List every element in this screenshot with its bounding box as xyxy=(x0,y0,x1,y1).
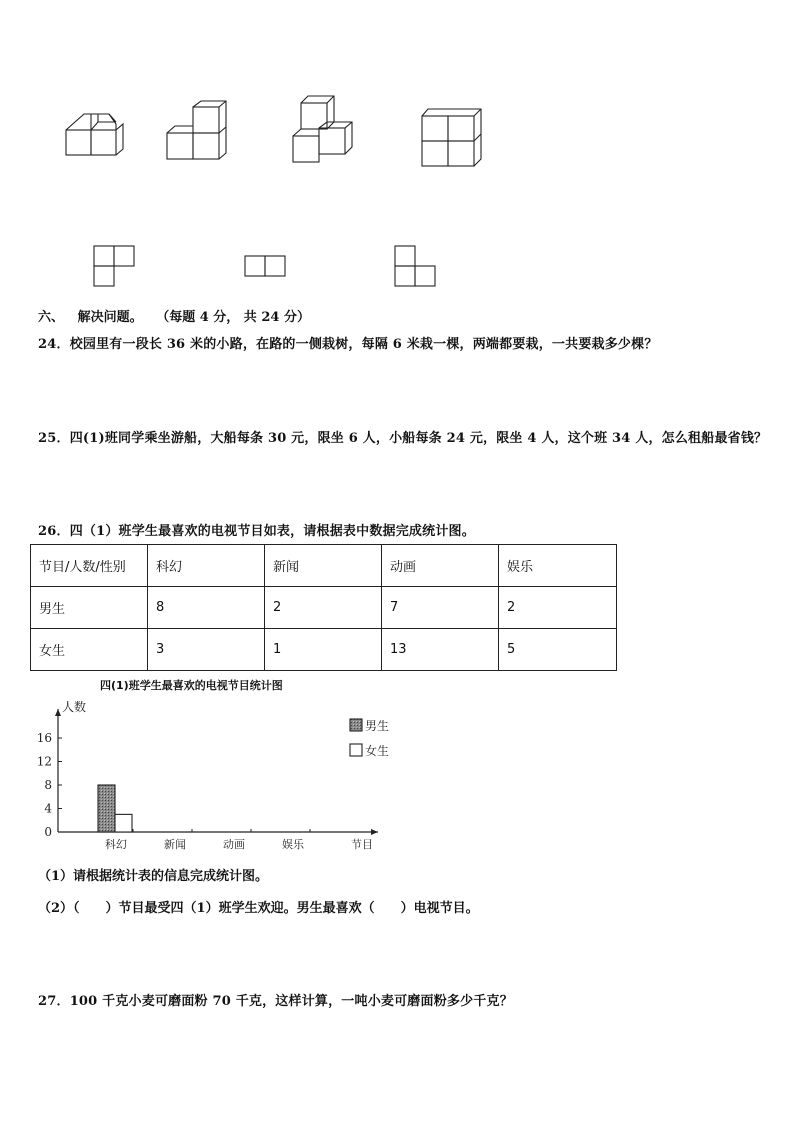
y-axis-arrow xyxy=(55,709,61,716)
x-tick-label: 娱乐 xyxy=(282,838,304,851)
y-tick-label: 12 xyxy=(36,754,52,769)
bar-女生 xyxy=(115,814,132,832)
table-header-cell: 动画 xyxy=(382,545,499,587)
table-cell: 8 xyxy=(148,587,265,629)
table-header-row xyxy=(31,545,617,587)
table-cell: 2 xyxy=(499,587,617,629)
table-cell: 5 xyxy=(499,629,617,671)
view-figure-2 xyxy=(245,256,285,276)
table-cell: 1 xyxy=(265,629,382,671)
question-26-sub-1: （1）请根据统计表的信息完成统计图。 xyxy=(38,869,269,884)
cube-figures xyxy=(0,80,520,180)
table-cell: 女生 xyxy=(31,629,148,671)
bar-chart xyxy=(30,695,410,855)
table-header-cell: 娱乐 xyxy=(499,545,617,587)
y-axis-label: 人数 xyxy=(62,700,87,714)
y-tick-label: 4 xyxy=(44,801,52,816)
x-tick-label: 新闻 xyxy=(164,838,186,851)
y-tick-label: 8 xyxy=(44,778,52,792)
legend-swatch xyxy=(350,719,362,731)
y-tick-label: 0 xyxy=(44,825,52,839)
view-figure-3 xyxy=(395,246,435,286)
table-cell: 男生 xyxy=(31,587,148,629)
section-label: 六、 xyxy=(38,310,65,325)
cube-figure-2 xyxy=(167,101,226,159)
sub2-part-a: （2）（ xyxy=(38,901,80,916)
legend-label: 女生 xyxy=(365,744,390,758)
cube-figure-3 xyxy=(293,96,352,162)
table-row xyxy=(31,587,617,629)
y-tick-label: 16 xyxy=(36,731,52,745)
tv-program-table xyxy=(30,544,617,671)
table-row xyxy=(31,629,617,671)
section-title: 解决问题。 xyxy=(77,310,143,325)
section-heading xyxy=(38,306,310,325)
table-header-cell: 新闻 xyxy=(265,545,382,587)
view-figures xyxy=(80,240,460,292)
x-axis-arrow xyxy=(371,829,378,835)
legend-swatch xyxy=(350,744,362,756)
question-26: 26．四（1）班学生最喜欢的电视节目如表，请根据表中数据完成统计图。 xyxy=(38,524,475,539)
x-axis-label: 节目 xyxy=(351,838,373,851)
question-25: 25．四(1)班同学乘坐游船，大船每条 30 元，限坐 6 人，小船每条 24 元，限坐 4 人，这个班 34 人，怎么租船最省钱？ xyxy=(38,431,768,446)
sub2-part-b: ）节目最受四（1）班学生欢迎。男生最喜欢（ xyxy=(105,901,375,916)
x-tick-label: 动画 xyxy=(223,838,245,851)
table-cell: 13 xyxy=(382,629,499,671)
cube-figure-4 xyxy=(422,109,481,166)
view-figure-1 xyxy=(94,246,134,286)
table-header-cell: 科幻 xyxy=(148,545,265,587)
table-cell: 7 xyxy=(382,587,499,629)
bar-男生 xyxy=(98,785,115,832)
chart-title: 四(1)班学生最喜欢的电视节目统计图 xyxy=(100,679,283,692)
question-27: 27．100 千克小麦可磨面粉 70 千克，这样计算，一吨小麦可磨面粉多少千克？ xyxy=(38,994,513,1009)
legend-label: 男生 xyxy=(365,719,390,733)
sub2-part-c: ）电视节目。 xyxy=(400,901,479,916)
table-cell: 2 xyxy=(265,587,382,629)
section-score: （每题 4 分， 共 24 分） xyxy=(156,310,310,325)
question-26-sub-2 xyxy=(38,897,479,916)
table-header-cell: 节目/人数/性别 xyxy=(31,545,148,587)
question-24: 24．校园里有一段长 36 米的小路，在路的一侧栽树，每隔 6 米栽一棵，两端都要栽，一共要栽多少棵？ xyxy=(38,337,658,352)
x-tick-label: 科幻 xyxy=(105,838,127,851)
table-cell: 3 xyxy=(148,629,265,671)
cube-figure-1 xyxy=(66,114,123,155)
